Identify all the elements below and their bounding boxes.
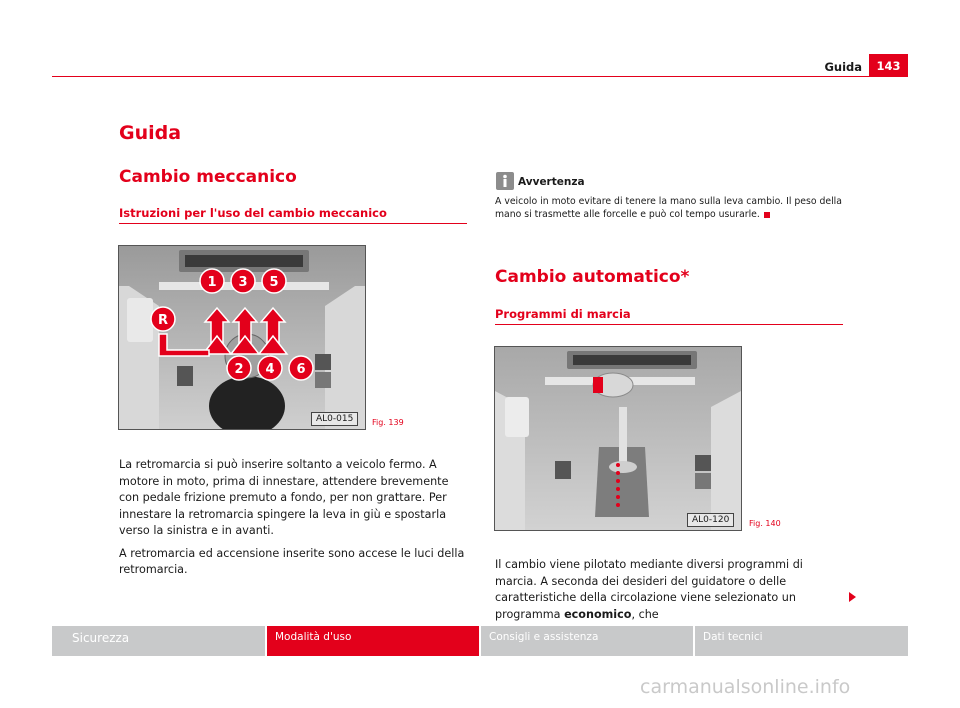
tab-dati-tecnici[interactable]: Dati tecnici	[695, 626, 908, 656]
figure-caption: Fig. 139	[372, 418, 404, 427]
paragraph: Il cambio viene pilotato mediante diversi programmi di marcia. A seconda dei desideri del guidatore o delle caratteristiche della circolazione viene selezionato un programma economico, che	[495, 558, 803, 621]
figure-tag: AL0-120	[687, 513, 734, 527]
gear-shift-illustration	[119, 246, 365, 429]
info-icon	[496, 172, 514, 190]
automatic-gearbox-text	[495, 557, 843, 623]
tab-consigli-assistenza[interactable]: Consigli e assistenza	[481, 626, 693, 656]
figure-automatic-gearbox	[494, 346, 742, 531]
gear-label: 3	[238, 275, 248, 290]
page-number: 143	[869, 54, 908, 76]
manual-gearbox-text	[119, 457, 467, 585]
figure-tag: AL0-015	[311, 412, 358, 426]
gear-label: 2	[234, 362, 244, 377]
bold-term: economico	[564, 607, 632, 621]
subsection-title-programs: Programmi di marcia	[495, 307, 843, 325]
gear-label: 6	[296, 362, 306, 377]
end-mark-icon	[764, 212, 770, 218]
tab-sicurezza[interactable]: Sicurezza	[52, 626, 265, 656]
gear-label: R	[157, 313, 169, 328]
subsection-title-manual: Istruzioni per l'uso del cambio meccanico	[119, 206, 467, 224]
warning-title: Avvertenza	[518, 176, 585, 188]
tab-modalita-uso[interactable]: Modalità d'uso	[267, 626, 479, 656]
section-title-manual: Cambio meccanico	[119, 167, 297, 187]
warning-text: A veicolo in moto evitare di tenere la mano sulla leva cambio. Il peso della mano si trasmette alle forcelle e può col tempo usurarle.	[495, 196, 842, 220]
gear-label: 5	[269, 275, 279, 290]
figure-manual-gearbox	[118, 245, 366, 430]
paragraph: A retromarcia ed accensione inserite sono accese le luci della retromarcia.	[119, 546, 465, 576]
continue-arrow-icon	[849, 592, 856, 602]
header-section-title: Guida	[824, 60, 862, 74]
automatic-selector-illustration	[495, 347, 741, 530]
header-rule	[52, 76, 908, 77]
gear-label: 4	[265, 362, 275, 377]
gear-label: 1	[207, 275, 217, 290]
figure-caption: Fig. 140	[749, 519, 781, 528]
section-title-automatic: Cambio automatico*	[495, 267, 690, 287]
chapter-title: Guida	[119, 122, 182, 144]
paragraph: La retromarcia si può inserire soltanto a veicolo fermo. A motore in moto, prima di innestare, attendere brevemente con pedale frizione premuto a fondo, per non grattare. Per innestare la retromarcia spingere la leva in giù e spostarla verso la sinistra e in avanti.	[119, 458, 449, 537]
watermark-text: carmanualsonline.info	[640, 676, 851, 698]
